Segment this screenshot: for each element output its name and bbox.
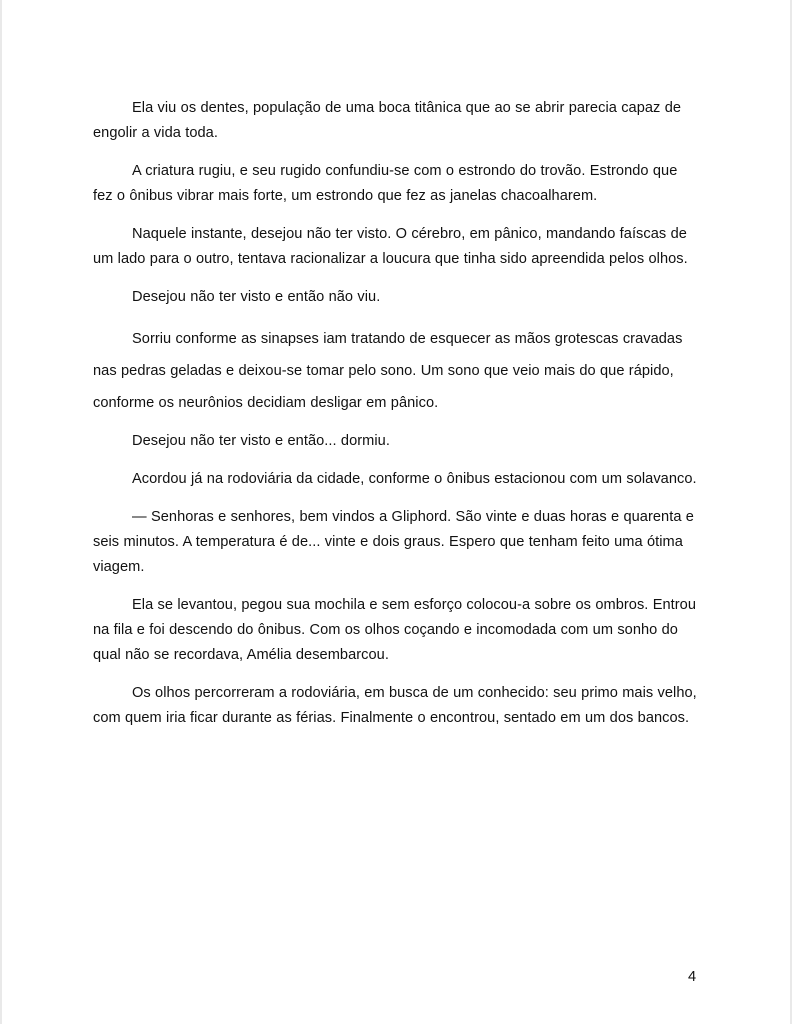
paragraph: Sorriu conforme as sinapses iam tratando de esquecer as mãos grotescas cravadas nas pedras geladas e deixou-se tomar pelo sono. Um sono que veio mais do que rápido, conforme os neurônios decidiam desligar em pânico. xyxy=(93,331,683,411)
page-number: 4 xyxy=(688,969,697,985)
paragraph: Os olhos percorreram a rodoviária, em busca de um conhecido: seu primo mais velho, com quem iria ficar durante as férias. Finalmente o encontrou, sentado em um dos bancos. xyxy=(93,685,697,726)
paragraph: — Senhoras e senhores, bem vindos a Gliphord. São vinte e duas horas e quarenta e seis minutos. A temperatura é de... vinte e dois graus. Espero que tenham feito uma ótima viagem. xyxy=(93,509,694,575)
paragraph: Desejou não ter visto e então... dormiu. xyxy=(132,433,390,449)
page-left-edge xyxy=(0,0,2,1024)
paragraph: Acordou já na rodoviária da cidade, conforme o ônibus estacionou com um solavanco. xyxy=(132,471,697,487)
paragraph: Ela se levantou, pegou sua mochila e sem esforço colocou-a sobre os ombros. Entrou na fila e foi descendo do ônibus. Com os olhos coçando e incomodada com um sonho do qual não se recordava, Amélia desembarcou. xyxy=(93,597,696,663)
paragraph: A criatura rugiu, e seu rugido confundiu-se com o estrondo do trovão. Estrondo que fez o ônibus vibrar mais forte, um estrondo que fez as janelas chacoalharem. xyxy=(93,163,678,204)
paragraph: Naquele instante, desejou não ter visto. O cérebro, em pânico, mandando faíscas de um lado para o outro, tentava racionalizar a loucura que tinha sido apreendida pelos olhos. xyxy=(93,226,688,267)
paragraph: Desejou não ter visto e então não viu. xyxy=(132,289,381,305)
document-body xyxy=(93,96,699,744)
paragraph: Ela viu os dentes, população de uma boca titânica que ao se abrir parecia capaz de engolir a vida toda. xyxy=(93,100,682,141)
